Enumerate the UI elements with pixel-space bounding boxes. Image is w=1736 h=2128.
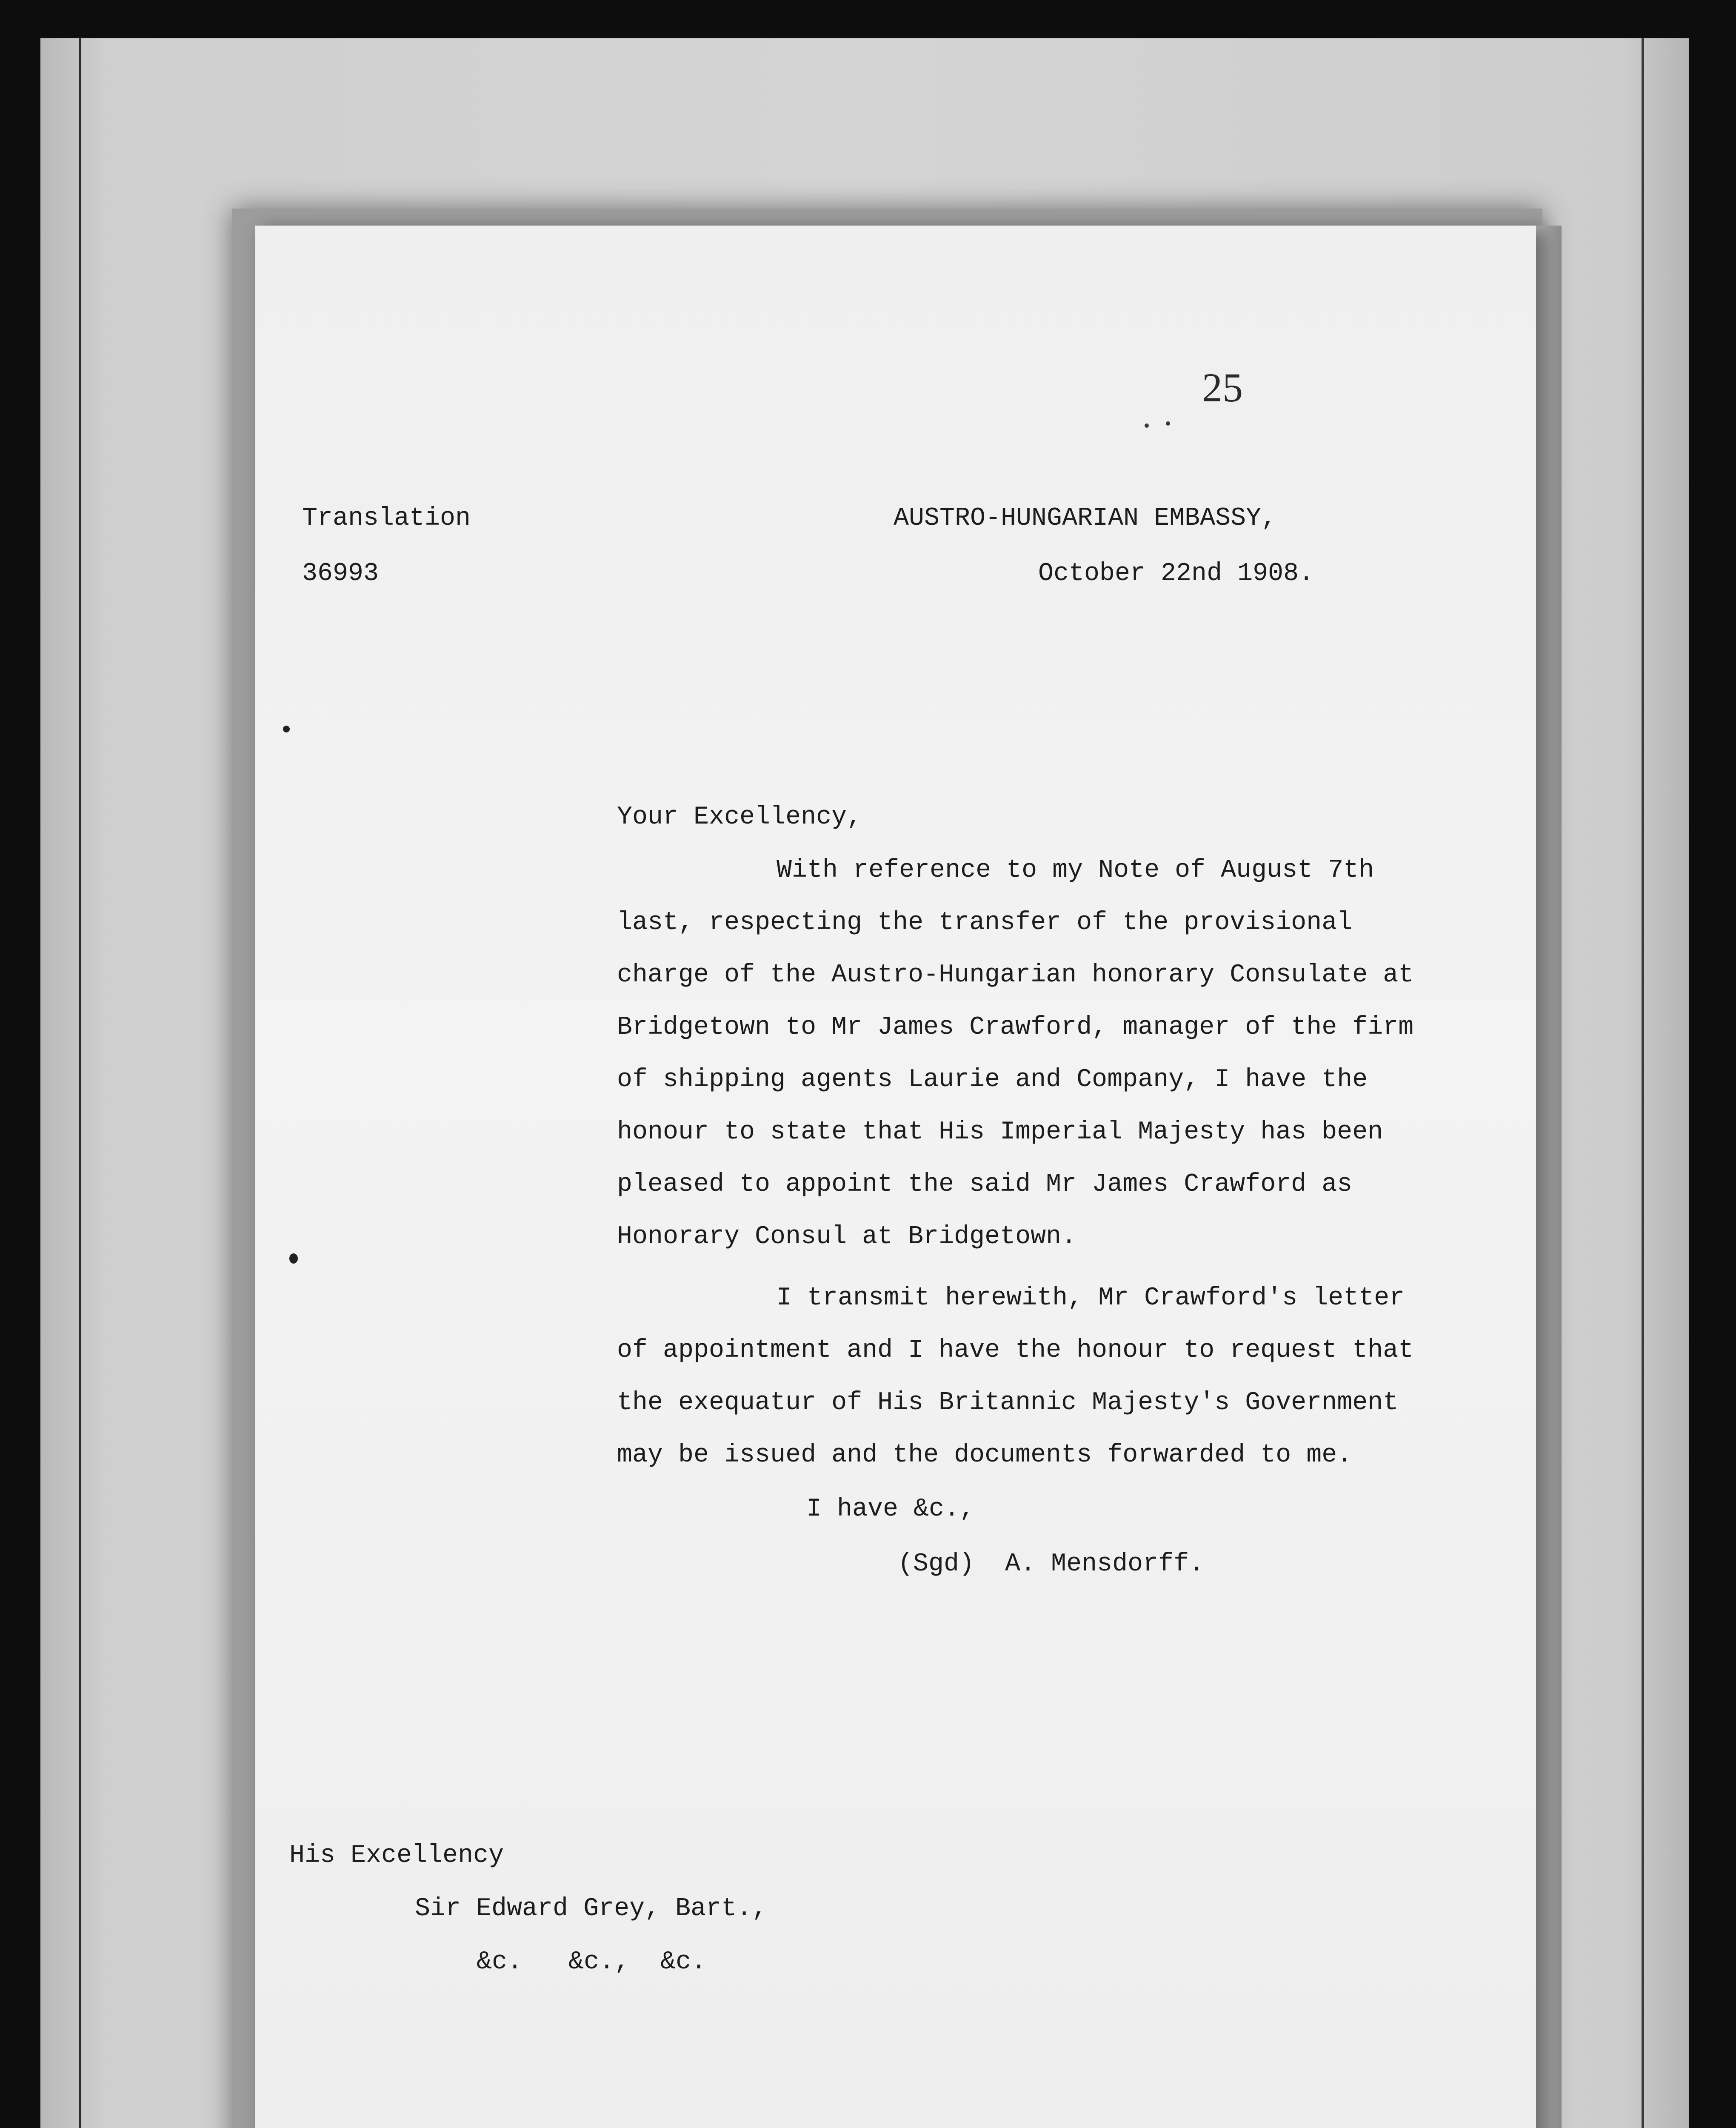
body-line: the exequatur of His Britannic Majesty's Government [617, 1388, 1399, 1417]
body-line: of appointment and I have the honour to request that [617, 1336, 1414, 1365]
page-number: 25 [1202, 365, 1243, 410]
body-line: of shipping agents Laurie and Company, I have the [617, 1065, 1368, 1094]
body-line: With reference to my Note of August 7th [777, 856, 1374, 885]
stray-mark [1145, 423, 1149, 428]
addressee-name: Sir Edward Grey, Bart., [415, 1894, 768, 1923]
reference-number: 36993 [302, 559, 379, 588]
body-line: I transmit herewith, Mr Crawford's letter [777, 1284, 1405, 1313]
addressee-title: His Excellency [289, 1841, 504, 1870]
body-line: last, respecting the transfer of the provisional [617, 908, 1353, 937]
film-speck [289, 1253, 298, 1264]
salutation: Your Excellency, [617, 803, 862, 832]
addressee-etc: &c. &c., &c. [477, 1948, 707, 1976]
letter-date: October 22nd 1908. [1038, 559, 1314, 588]
stray-mark [1166, 421, 1170, 426]
body-line: Bridgetown to Mr James Crawford, manager of the firm [617, 1013, 1414, 1042]
body-line: Honorary Consul at Bridgetown. [617, 1222, 1077, 1251]
body-line: charge of the Austro-Hungarian honorary Consulate at [617, 961, 1414, 990]
translation-label: Translation [302, 504, 471, 533]
closing: I have &c., [806, 1495, 975, 1524]
sender-heading: AUSTRO-HUNGARIAN EMBASSY, [894, 504, 1277, 533]
frame-border-left [79, 38, 81, 2128]
body-line: may be issued and the documents forwarded to me. [617, 1441, 1353, 1470]
frame-border-right [1642, 38, 1644, 2128]
body-line: pleased to appoint the said Mr James Crawford as [617, 1170, 1353, 1199]
film-speck [283, 726, 290, 732]
body-line: honour to state that His Imperial Majesty has been [617, 1118, 1383, 1147]
signature: (Sgd) A. Mensdorff. [898, 1550, 1205, 1579]
